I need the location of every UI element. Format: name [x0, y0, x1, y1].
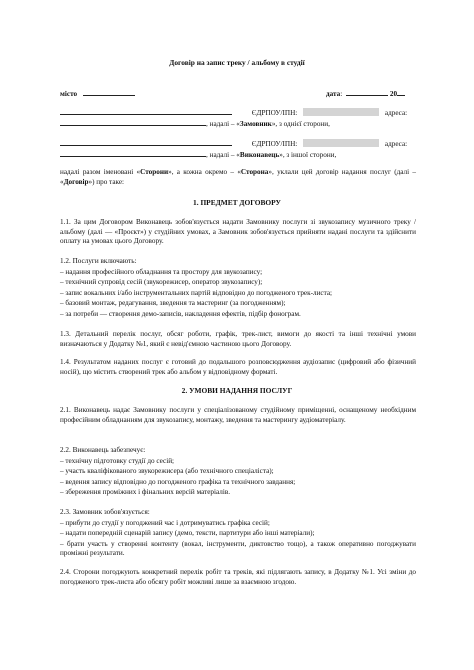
intro-part: надалі разом іменовані « — [60, 168, 141, 176]
party2-address-field[interactable] — [60, 149, 206, 157]
date-field[interactable] — [346, 88, 388, 96]
clause-2-3-last-item: – брати участь у створенні контенту (вокал, інструменти, диктовство тощо), а також оперативно погоджувати проміжні результати. — [60, 539, 416, 558]
clause-2-2-title: 2.2. Виконавець забезпечує: — [60, 446, 146, 454]
list-item: – за потреби — створення демо-записів, накладення ефектів, підбір фонограм. — [60, 309, 301, 318]
party1-role-pre: , надалі – « — [206, 120, 240, 128]
clause-2-4: 2.4. Сторони погоджують конкретний перелік робіт та треків, які підлягають запису, в Додатку №1. Усі зміни до погодженого трек-листа або обсягу робіт можливі лише за взаємною згодою. — [60, 568, 416, 586]
intro-part: », уклали цей договір надання послуг (далі – « — [60, 168, 416, 186]
clause-1-3: 1.3. Детальний перелік послуг, обсяг роботи, графік, трек-лист, вимоги до якості та інші технічні умови визначаються у Додатку №1, який є невід'ємною частиною цього Договору. — [60, 330, 416, 348]
clause-2-2 — [60, 446, 416, 499]
city-row — [60, 88, 135, 100]
party1-role-name: Замовник — [239, 120, 272, 128]
party1-edrpou-label: ЄДРПОУ/ІПН: — [251, 109, 298, 117]
clause-1-2-title: 1.2. Послуги включають: — [60, 257, 137, 265]
list-item: – запис вокальних і/або інструментальних партій відповідно до погодженого трек-листа; — [60, 288, 333, 297]
intro-term-contract: Договір — [63, 177, 89, 186]
list-item: – участь кваліфікованого звукорежисера (або технічного спеціаліста); — [60, 467, 274, 475]
party2-role-post: », з іншої сторони, — [279, 151, 337, 159]
party2-address-label: адреса: — [384, 140, 408, 148]
party2-name-field[interactable] — [60, 138, 232, 146]
list-item: – збереження проміжних і фінальних версій матеріалів. — [60, 488, 231, 496]
city-field[interactable] — [83, 88, 135, 96]
intro-term-side: Сторона — [240, 168, 269, 176]
clause-2-3 — [60, 508, 416, 540]
party2-role-name: Виконавець — [239, 151, 280, 159]
list-item: – ведення запису відповідно до погодженого графіка та технічного завдання; — [60, 477, 296, 486]
party1-line2 — [60, 118, 330, 130]
intro-part: », а кожна окремо – « — [168, 168, 241, 176]
party1-line1 — [60, 107, 407, 119]
party1-role-post: », з однієї сторони, — [271, 120, 330, 128]
list-item: – надати попередній сценарій запису (демо, тексти, партитури або інші матеріали); — [60, 529, 315, 537]
party1-name-field[interactable] — [60, 107, 232, 115]
clause-1-4: 1.4. Результатом наданих послуг є готовий до подальшого розповсюдження аудіозапис (цифровий або фізичний носій), що містить створений трек або альбом у відповідному форматі. — [60, 358, 416, 376]
section1-heading: 1. ПРЕДМЕТ ДОГОВОРУ — [193, 198, 281, 207]
list-item: – технічний супровід сесій (звукорежисер, оператор звукозапису); — [60, 278, 263, 286]
city-label: місто — [60, 90, 78, 98]
party2-edrpou-label: ЄДРПОУ/ІПН: — [251, 140, 298, 148]
date-label: дата — [326, 90, 341, 98]
date-year: 20 — [389, 90, 398, 98]
intro-term-sides: Сторони — [140, 168, 169, 176]
list-item: – прибути до студії у погоджений час і дотримуватись графіка сесій; — [60, 518, 270, 527]
party1-address-field[interactable] — [60, 118, 206, 126]
party2-edrpou-field[interactable] — [303, 139, 379, 147]
date-row: дата: 20 — [326, 88, 405, 100]
intro-paragraph — [60, 168, 416, 187]
party2-line1 — [60, 138, 407, 150]
clause-1-1: 1.1. За цим Договором Виконавець зобов'язується надати Замовнику послуги зі звукозапису музичного треку / альбому (далі — «Проєкт») у студійних умовах, а Замовник зобов'язується прийняти надані послуги та здійснити оплату на умовах цього Договору. — [60, 218, 416, 246]
party1-address-label: адреса: — [384, 109, 408, 117]
clause-2-1: 2.1. Виконавець надає Замовнику послуги у спеціалізованому студійному приміщенні, оснащеному необхідним професійним обладнанням для звукозапису, монтажу, зведення та мастерингу аудіоматеріалу. — [60, 406, 416, 424]
party2-role-pre: , надалі – « — [206, 151, 240, 159]
list-item: – технічну підготовку студії до сесій; — [60, 456, 175, 465]
clause-2-3-title: 2.3. Замовник зобов'язується: — [60, 508, 150, 516]
year-field[interactable] — [397, 88, 405, 96]
intro-part: ») про таке: — [88, 177, 125, 186]
party2-line2 — [60, 149, 336, 161]
clause-1-2 — [60, 257, 416, 320]
list-item: – базовий монтаж, редагування, зведення та мастеринг (за погодженням); — [60, 299, 286, 307]
document-title: Договір на запис треку / альбому в студії — [169, 58, 305, 67]
list-item: – надання професійного обладнання та простору для звукозапису; — [60, 267, 263, 276]
section2-heading: 2. УМОВИ НАДАННЯ ПОСЛУГ — [181, 386, 293, 395]
party1-edrpou-field[interactable] — [303, 108, 379, 116]
